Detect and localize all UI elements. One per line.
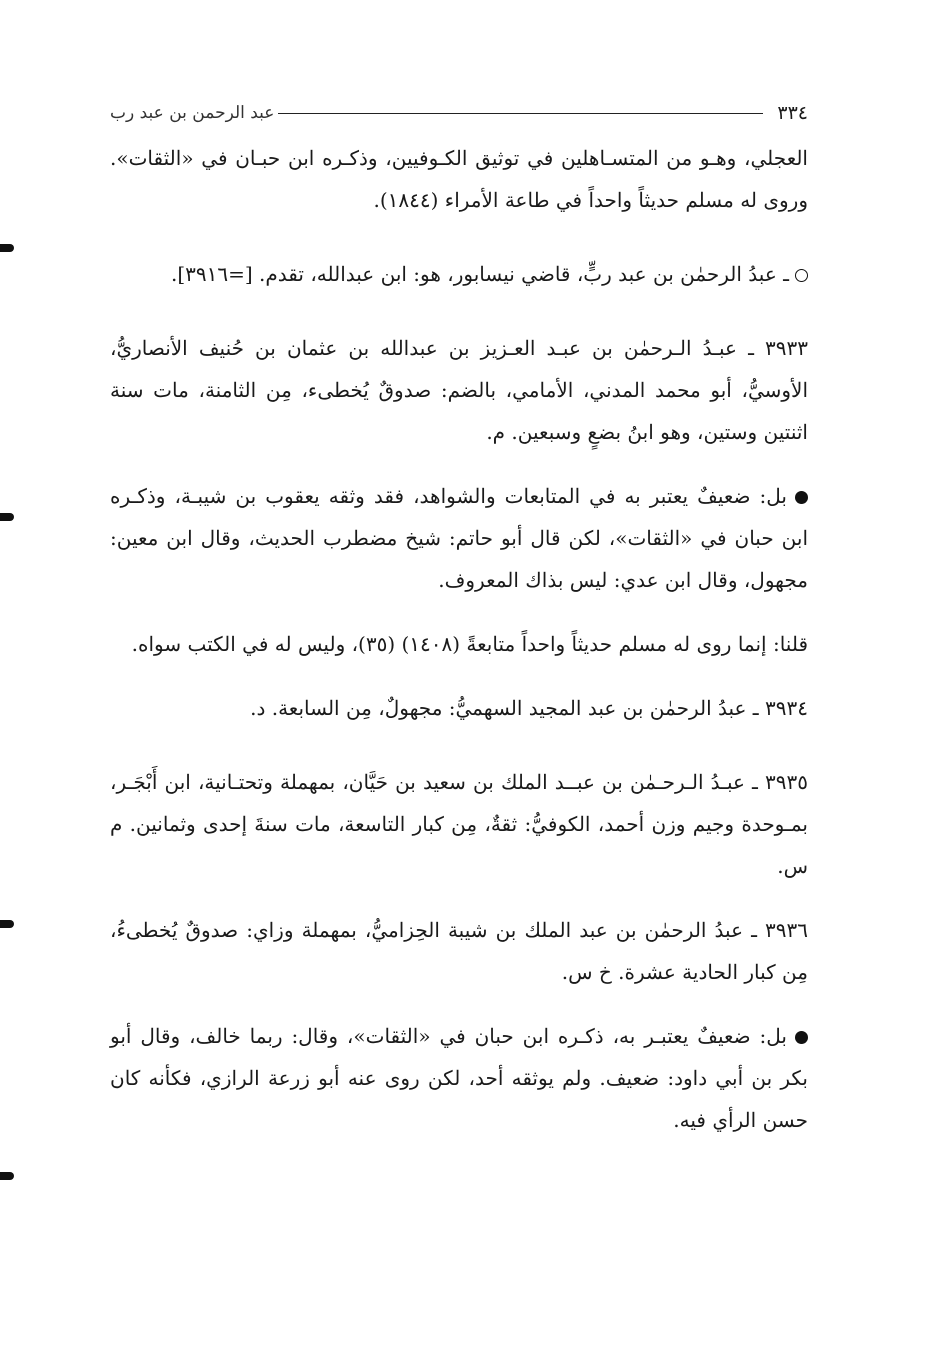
entry-3935: ٣٩٣٥ ـ عبـدُ الـرحـمٰن بن عبــد الملك بن سعيد بن حَيَّان، بمهملة وتحتـانية، ابن أَبْجَـر، بمـوحدة وجيم وزن أحمد، الكوفيُّ: ثقةٌ، مِن كبار التاسعة، مات سنةَ إحدى وثمانين. م س. [110,770,808,878]
page-body [110,95,808,1141]
entry-3933: ٣٩٣٣ ـ عبـدُ الـرحمٰن بن عبـد العـزيز بن عبدالله بن عثمان بن حُنيف الأنصاريُّ، الأوسيُّ، أبو محمد المدني، الأمامي، بالضم: صدوقٌ يُخطىء، مِن الثامنة، مات سنة اثنتين وستين، وهو ابنُ بضعٍ وسبعين. م. [110,336,808,444]
dot-bullet-icon [795,491,808,504]
note-3933: قلنا: إنما روى له مسلم حديثاً واحداً متابعةً (١٤٠٨) (٣٥)، وليس له في الكتب سواه. [131,632,808,656]
commentary-3936 [110,1015,808,1141]
commentary-3933 [110,475,808,601]
scan-margin-mark [0,920,14,928]
commentary-text: بل: ضعيفٌ يعتبـر به، ذكـره ابن حبان في «الثقات»، وقال: ربما خالف، وقال أبو بكر بن أبي داود: ضعيف. ولم يوثقه أحد، لكن روى عنه أبو زرعة الرازي، فكأنه كان حسن الرأي فيه. [110,1024,808,1132]
page-header [110,95,808,131]
dot-bullet-icon [795,1031,808,1044]
commentary-text: بل: ضعيفٌ يعتبر به في المتابعات والشواهد، فقد وثقه يعقوب بن شيبـة، وذكـره ابن حبان في «الثقات»، لكن قال أبو حاتم: شيخ مضطرب الحديث، وقال ابن معين: مجهول، وقال ابن عدي: ليس بذاك المعروف. [110,484,808,592]
paragraph-continuation: العجلي، وهـو من المتسـاهلين في توثيق الكـوفيين، وذكـره ابن حبـان في «الثقات». وروى له مسلم حديثاً واحداً في طاعة الأمراء (١٨٤٤). [110,146,808,212]
running-head: عبد الرحمن بن عبد رب [110,103,275,123]
scan-margin-mark [0,1172,14,1180]
scan-margin-mark [0,513,14,521]
entry-cross-reference [110,253,808,295]
entry-3934: ٣٩٣٤ ـ عبدُ الرحمٰن بن عبد المجيد السهميُّ: مجهولٌ، مِن السابعة. د. [250,696,808,720]
scan-margin-mark [0,244,14,252]
entry-text: ـ عبدُ الرحمٰن بن عبد ربٍّ، قاضي نيسابور، هو: ابن عبدالله، تقدم. [=٣٩١٦]. [170,262,789,286]
header-rule [278,113,763,114]
entry-3936: ٣٩٣٦ ـ عبدُ الرحمٰن بن عبد الملك بن شيبة الحِزاميُّ، بمهملة وزاي: صدوقٌ يُخطىءُ، مِن كبار الحادية عشرة. خ س. [110,918,808,984]
ring-bullet-icon [795,269,808,282]
page-number: ٣٣٤ [777,102,808,124]
